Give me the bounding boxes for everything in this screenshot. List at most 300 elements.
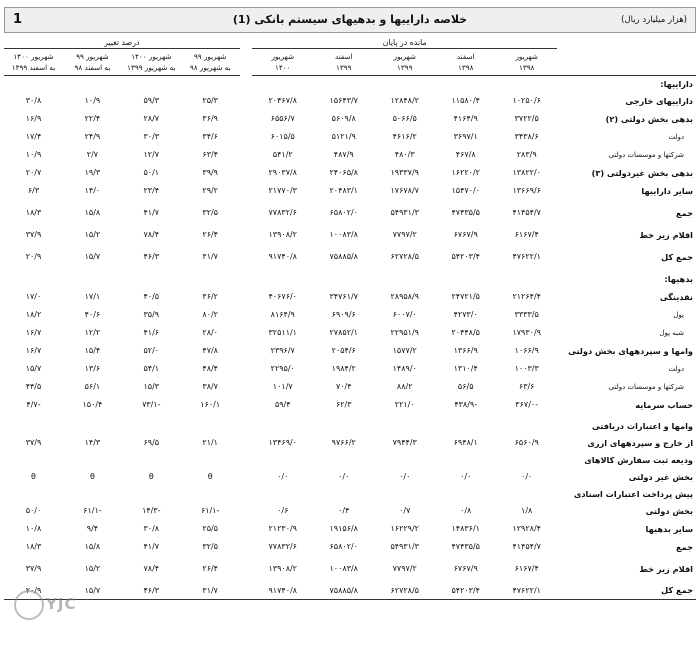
table-cell: θ	[89, 472, 95, 481]
table-cell: ۲۰۴۴۸/۵	[451, 328, 480, 337]
row-label: بدهی بخش غیردولتی (۳)	[591, 167, 693, 178]
table-cell: ۲۲۹۵۱/۹	[390, 328, 419, 337]
column-header-line2: به اسفند ۹۸	[74, 63, 111, 72]
column-header-line2: ۱۳۹۸	[457, 63, 474, 72]
table-cell	[252, 486, 313, 502]
table-cell: ۴۶۱۶/۲	[392, 132, 417, 141]
table-cell: ۶۵۶۰/۹	[514, 438, 539, 447]
table-cell: ۵۶/۵	[457, 382, 474, 391]
table-cell: -۷۳/۱	[142, 400, 161, 409]
table-cell: ۷۷۸۳۲/۶	[268, 542, 297, 551]
gap-cell	[240, 110, 253, 128]
table-cell: ۶۵۸۰۲/۰	[329, 542, 358, 551]
column-header-line1: شهریور ۹۹	[193, 52, 227, 61]
table-cell: ۴۰/۶	[84, 310, 101, 319]
table-cell: ۴۴/۵	[25, 382, 42, 391]
table-cell: ۰/۰	[277, 472, 289, 481]
table-cell: ۳۱/۷	[181, 582, 240, 600]
gap-cell	[240, 342, 253, 360]
gap-cell	[240, 486, 253, 502]
gap-cell	[240, 92, 253, 110]
table-cell	[374, 418, 435, 434]
table-cell: ۳۱/۷	[202, 252, 218, 261]
table-cell: ۴۱/۷	[143, 542, 160, 551]
table-cell: ۰/۴	[338, 506, 350, 515]
table-cell	[63, 76, 122, 92]
row-label: پول	[673, 310, 684, 319]
table-cell	[181, 418, 240, 434]
table-cell: ۷۷۹۷/۲	[392, 230, 417, 239]
column-header	[374, 49, 435, 76]
gap-cell	[240, 502, 253, 520]
table-row	[4, 582, 696, 600]
table-cell: ۱۰۱/۷	[272, 382, 293, 391]
table-cell: ۵۴۹۳۱/۳	[390, 208, 419, 217]
table-cell: ۱۰۰۸۳/۸	[329, 564, 358, 573]
table-cell	[313, 270, 374, 288]
table-cell	[496, 418, 557, 434]
table-cell: ۴۱/۶	[143, 328, 160, 337]
table-row	[4, 324, 696, 342]
table-cell: ۶۵۸۰۲/۰	[329, 208, 358, 217]
table-cell: ۱۹۸۴/۲	[331, 364, 356, 373]
table-cell: ۷۵۸۸۵/۸	[313, 582, 374, 600]
table-cell: ۱۱۵۸۰/۴	[451, 96, 480, 105]
spacer-cell	[252, 600, 313, 605]
table-row	[4, 538, 696, 556]
table-cell: ۲۸/۰	[202, 328, 218, 337]
title-bar	[4, 7, 696, 33]
table-cell: ۱۳۱۰/۴	[453, 364, 478, 373]
table-cell: ۱۶۲۲۹/۲	[390, 524, 419, 533]
table-cell: ۵۶۰۹/۸	[331, 114, 356, 123]
table-cell: ۰/۸	[460, 506, 472, 515]
table-cell: ۳۴۳۸/۶	[514, 132, 539, 141]
table-row	[4, 396, 696, 414]
table-cell: ۸۸/۲	[396, 382, 413, 391]
gap-cell	[240, 520, 253, 538]
gap-cell	[240, 582, 253, 600]
column-header-line2: به اسفند ۱۳۹۹	[11, 63, 56, 72]
table-cell: ۱۹/۳	[84, 168, 101, 177]
table-cell: ۱۹۱۵۶/۸	[329, 524, 358, 533]
table-cell: ۲۱۷۷۰/۳	[268, 186, 297, 195]
spacer-cell	[374, 600, 435, 605]
table-cell: -۴۳۸/۹	[454, 400, 478, 409]
table-cell: ۱۶/۷	[25, 346, 42, 355]
table-cell: ۱۴/۰	[84, 186, 101, 195]
column-header-line1: اسفند	[456, 52, 475, 61]
column-header-line1: شهریور ۱۴۰۰	[13, 52, 54, 61]
table-cell: ۰/۰	[399, 472, 411, 481]
spacer-row	[4, 600, 696, 605]
table-cell	[252, 76, 313, 92]
table-cell	[313, 76, 374, 92]
table-cell: ۷۷۸۳۲/۶	[268, 208, 297, 217]
table-cell: ۵۲/۰	[143, 346, 160, 355]
table-cell: ۶۲۷۲۸/۵	[390, 252, 419, 261]
table-cell: ۳۳۳۳/۵	[514, 310, 539, 319]
table-row	[4, 76, 696, 92]
table-cell	[122, 486, 181, 502]
table-cell: ۶۵۵۶/۷	[270, 114, 295, 123]
table-cell: ۳۷/۹	[25, 230, 42, 239]
table-cell: ۹/۴	[86, 524, 99, 533]
table-cell: -۶۱/۱	[83, 506, 102, 515]
table-cell: ۲/۷	[86, 150, 99, 159]
table-cell: ۱۷۹۳۰/۹	[512, 328, 541, 337]
table-cell: ۲۰/۹	[4, 582, 63, 600]
gap-cell	[240, 128, 253, 146]
table-cell: ۱۸/۳	[25, 208, 42, 217]
spacer-cell	[313, 600, 374, 605]
table-row	[4, 418, 696, 434]
table-row	[4, 248, 696, 266]
table-cell	[4, 270, 63, 288]
table-cell: ۱۲۹۲۸/۴	[512, 524, 541, 533]
table-cell: ۴۱۶۴/۹	[453, 114, 478, 123]
table-cell: ۲۶/۴	[202, 564, 218, 573]
table-cell	[122, 76, 181, 92]
table-cell	[252, 418, 313, 434]
table-cell: ۷۷۹۷/۲	[392, 564, 417, 573]
table-cell: ۲۶/۴	[202, 230, 218, 239]
row-label: از خارج و سپردههای ارزی	[587, 437, 693, 448]
table-cell	[4, 486, 63, 502]
table-cell: ۰/۷	[399, 506, 411, 515]
table-cell: ۱۴/۳	[84, 438, 101, 447]
row-label: سایر داراییها	[641, 185, 693, 196]
table-cell	[122, 418, 181, 434]
table-cell	[374, 76, 435, 92]
row-label: دولت	[668, 132, 684, 141]
table-cell	[122, 270, 181, 288]
table-cell: ۶۷۶۷/۹	[453, 230, 478, 239]
table-cell: ۰/۰	[338, 472, 350, 481]
table-row	[4, 92, 696, 110]
column-header	[252, 49, 313, 76]
gap-cell	[240, 288, 253, 306]
table-cell: ۰/۶	[277, 506, 289, 515]
table-cell: ۶۱۶۷/۴	[514, 230, 539, 239]
row-label: جمع کل	[661, 251, 693, 262]
table-cell: ۱۳۶۶/۹	[453, 346, 478, 355]
table-cell: ۲۹۰۳۷/۸	[268, 168, 297, 177]
table-cell: ۱۰/۹	[84, 96, 101, 105]
row-label: شبه پول	[659, 328, 684, 337]
table-cell: ۳۴/۶	[202, 132, 218, 141]
table-cell: ۱۲/۲	[84, 328, 101, 337]
table-cell: ۱۳/۶	[84, 364, 101, 373]
table-cell	[435, 486, 496, 502]
table-cell: ۴۱/۷	[143, 208, 160, 217]
table-cell: ۲۵/۵	[202, 524, 218, 533]
row-label: اقلام زیر خط	[639, 563, 693, 574]
table-cell	[181, 76, 240, 92]
gap-cell	[240, 452, 253, 468]
row-label: نقدینگی	[659, 291, 693, 302]
column-header-line1: شهریور ۹۹	[76, 52, 109, 61]
table-cell: ۱۶/۹	[25, 114, 42, 123]
table-cell: ۳۲/۵	[202, 542, 218, 551]
table-cell: ۲۲/۴	[84, 114, 101, 123]
table-cell: ۲۸۳/۹	[516, 150, 537, 159]
table-cell: ۴۸۷/۹	[333, 150, 354, 159]
table-cell: ۴۰/۵	[143, 292, 160, 301]
table-cell: ۳۸/۷	[202, 382, 218, 391]
table-cell: ۸۱۶۴/۹	[270, 310, 295, 319]
table-cell	[63, 418, 122, 434]
table-row	[4, 110, 696, 128]
spacer-cell	[496, 600, 557, 605]
table-cell: ۱۳۸۲۲/۰	[512, 168, 541, 177]
table-cell	[374, 486, 435, 502]
table-cell: ۲۸۹۵۸/۹	[390, 292, 419, 301]
column-header-line2: به شهریور ۹۸	[189, 63, 231, 72]
column-header	[63, 49, 122, 76]
table-cell: ۴۱۴۵۴/۷	[512, 208, 541, 217]
table-cell: -۶۱/۱	[200, 506, 220, 515]
table-cell: ۴۷۶۲۲/۱	[496, 582, 557, 600]
gap-cell	[240, 76, 253, 92]
table-cell: ۲۹/۲	[202, 186, 218, 195]
table-cell: ۱۵/۲	[84, 230, 101, 239]
table-cell: ۵۹/۳	[143, 96, 160, 105]
table-cell	[252, 270, 313, 288]
table-row	[4, 560, 696, 578]
page-number: 1	[13, 12, 23, 27]
table-cell: ۴۶۷/۸	[455, 150, 476, 159]
table-row	[4, 182, 696, 200]
table-cell: θ	[31, 472, 36, 481]
table-cell	[181, 486, 240, 502]
table-row	[4, 520, 696, 538]
gap-cell	[240, 396, 253, 414]
gap-cell	[240, 270, 253, 288]
row-label: جمع کل	[557, 582, 696, 600]
gap-cell	[240, 248, 253, 266]
gap-cell	[240, 306, 253, 324]
table-cell: ۲۷۸۵۲/۱	[329, 328, 358, 337]
table-cell: ۴۲۷۳/۰	[453, 310, 478, 319]
table-cell: ۲۲۹۵/۰	[270, 364, 295, 373]
column-header-line1: شهریور	[515, 52, 538, 61]
table-cell: ۱۵/۳	[143, 382, 160, 391]
yjc-logo-icon	[14, 590, 44, 620]
column-header-line2: به شهریور ۱۳۹۹	[127, 63, 176, 72]
table-cell	[4, 76, 63, 92]
table-cell: ۹۱۷۴۰/۸	[268, 252, 297, 261]
unit-note: (هزار میلیارد ریال)	[621, 15, 687, 25]
table-cell: ۲۲۱/۰	[394, 400, 415, 409]
table-row	[4, 270, 696, 288]
table-cell: ۱۳۹۰۸/۲	[268, 230, 297, 239]
row-label: بخش دولتی	[645, 505, 693, 516]
column-header-line2: ۱۳۹۹	[336, 63, 352, 72]
table-cell: θ	[148, 472, 154, 481]
table-cell: ۱/۸	[521, 506, 533, 515]
table-cell: ۷۵۸۸۵/۸	[329, 252, 358, 261]
table-cell: ۱۴۸۳۶/۱	[451, 524, 480, 533]
header-group-mandeh: مانده در پایان	[252, 37, 557, 49]
table-cell: -۴/۷	[26, 400, 41, 409]
table-cell: ۱۰۰۳/۳	[514, 364, 539, 373]
table-cell: ۰/۰	[460, 472, 472, 481]
gap-cell	[240, 182, 253, 200]
table-cell: ۱۵/۴	[84, 346, 101, 355]
spacer-cell	[557, 600, 696, 605]
table-cell	[374, 452, 435, 468]
table-cell: ۲۰۴۸۳/۱	[329, 186, 358, 195]
table-cell: ۲۵/۳	[202, 96, 218, 105]
gap-cell	[240, 324, 253, 342]
table-cell: ۲۴۷۲۱/۵	[451, 292, 480, 301]
table-cell: ۶۷۶۷/۹	[453, 564, 478, 573]
table-cell: ۱۵/۸	[84, 208, 101, 217]
table-cell: ۴۸۰/۳	[394, 150, 415, 159]
gap-cell	[240, 434, 253, 452]
table-cell	[496, 76, 557, 92]
table-cell	[63, 452, 122, 468]
table-cell: ۱۵/۷	[25, 364, 42, 373]
table-cell: ۵۴۹۳۱/۳	[390, 542, 419, 551]
table-cell: ۲۰۵۴/۶	[331, 346, 356, 355]
table-cell: ۴۶/۳	[122, 582, 181, 600]
table-cell: ۱۳۴۶۹/۰	[268, 438, 297, 447]
table-cell: ۹۷۶۶/۲	[331, 438, 356, 447]
row-label: دولت	[668, 364, 684, 373]
table-cell: ۳۵/۹	[143, 310, 160, 319]
gap-cell	[240, 560, 253, 578]
header-columns-row	[4, 49, 696, 76]
column-header	[122, 49, 181, 76]
table-cell: ۱۲/۷	[143, 150, 160, 159]
column-header	[313, 49, 374, 76]
table-cell: ۲۰/۷	[25, 168, 42, 177]
table-cell	[313, 418, 374, 434]
gap-cell	[240, 538, 253, 556]
table-cell: ۱۷۶۷۸/۷	[390, 186, 419, 195]
header-label-cell	[557, 49, 696, 76]
table-cell: ۵۶/۱	[84, 382, 101, 391]
row-label: حساب سرمایه	[635, 399, 693, 410]
table-cell: ۱۵۴۷۰/۰	[451, 186, 480, 195]
table-cell: ۸۰/۲	[202, 310, 218, 319]
gap-cell	[240, 418, 253, 434]
gap-cell	[240, 226, 253, 244]
table-cell: ۲۳۹۶/۷	[270, 346, 295, 355]
table-cell: ۵۹/۴	[274, 400, 291, 409]
table-row	[4, 378, 696, 396]
table-cell: ۰/۰	[521, 472, 533, 481]
table-cell	[496, 452, 557, 468]
table-cell: ۱۵۷۷/۲	[392, 346, 417, 355]
row-label: شرکتها و موسسات دولتی	[608, 150, 684, 159]
table-cell: ۶۰۰۷/۰	[392, 310, 417, 319]
table-cell	[313, 452, 374, 468]
column-header-line1: شهریور	[393, 52, 416, 61]
table-cell: ۱۵/۷	[84, 252, 101, 261]
table-cell: ۶۳/۶	[518, 382, 535, 391]
row-label: وامها و سپردههای بخش دولتی	[568, 345, 693, 356]
table-cell	[122, 452, 181, 468]
table-cell: ۵۰/۱	[143, 168, 160, 177]
table-cell: ۱۸/۲	[25, 310, 42, 319]
table-cell	[435, 452, 496, 468]
watermark-text: YJC	[46, 595, 77, 613]
table-cell: ۱۳۹۰۸/۲	[268, 564, 297, 573]
table-cell	[435, 270, 496, 288]
table-cell: ۳۶۹۷/۱	[453, 132, 478, 141]
table-cell	[435, 76, 496, 92]
table-cell: ۷۰/۴	[335, 382, 352, 391]
table-row	[4, 468, 696, 486]
table-row	[4, 360, 696, 378]
row-label: اقلام زیر خط	[639, 229, 693, 240]
spacer-cell	[122, 600, 181, 605]
table-cell: ۵۴/۱	[143, 364, 160, 373]
table-cell: ۱۷/۴	[25, 132, 42, 141]
table-cell	[374, 270, 435, 288]
header-group-taghir: درصد تغییر	[4, 37, 240, 49]
table-cell: ۳۲۵۱۱/۱	[268, 328, 297, 337]
gap-cell	[240, 146, 253, 164]
table-cell: ۶۹۴۸/۱	[453, 438, 478, 447]
table-cell: ۱۵/۷	[63, 582, 122, 600]
row-label: داراییهای خارجی	[625, 95, 693, 106]
table-cell: ۱۴۸۹/۰	[392, 364, 417, 373]
table-cell	[252, 452, 313, 468]
gap-cell	[240, 164, 253, 182]
table-cell	[181, 452, 240, 468]
table-cell: ۷۹۴۴/۳	[392, 438, 417, 447]
table-cell: ۳۶/۹	[202, 114, 218, 123]
table-cell	[496, 270, 557, 288]
table-cell: ۶۰۱۵/۵	[270, 132, 295, 141]
table-cell: ۳۷/۹	[25, 438, 42, 447]
table-cell: ۱۶۲۲۰/۲	[451, 168, 480, 177]
spacer-cell	[181, 600, 240, 605]
table-row	[4, 486, 696, 502]
table-cell: ۵۰/۰	[25, 506, 42, 515]
table-row	[4, 452, 696, 468]
table-cell	[63, 270, 122, 288]
table-cell: ۲۰/۹	[25, 252, 42, 261]
column-header	[4, 49, 63, 76]
table-cell: ۴۱۴۵۴/۷	[512, 542, 541, 551]
table-cell: ۲۸/۷	[143, 114, 160, 123]
table-cell: ۱۰۶۶/۹	[514, 346, 539, 355]
row-label: پیش پرداخت اعتبارات اسنادی	[573, 488, 693, 499]
table-cell	[435, 418, 496, 434]
table-cell: ۱۶۰/۱	[200, 400, 221, 409]
table-cell: ۶/۳	[27, 186, 40, 195]
table-cell: ۱۵۶۴۳/۷	[329, 96, 358, 105]
table-cell: ۵۴۱/۲	[272, 150, 293, 159]
table-row	[4, 288, 696, 306]
table-cell: ۳۹/۹	[202, 168, 218, 177]
table-cell: ۱۰۲۵۰/۶	[512, 96, 541, 105]
table-cell: ۲۱۲۶۴/۴	[512, 292, 541, 301]
column-header-line1: شهریور ۱۴۰۰	[131, 52, 172, 61]
table-row	[4, 306, 696, 324]
column-header	[435, 49, 496, 76]
gap-cell	[240, 468, 253, 486]
table-row	[4, 128, 696, 146]
gap-cell	[240, 360, 253, 378]
row-label: ودیعه ثبت سفارش کالاهای	[584, 454, 693, 465]
header-gap-cell	[240, 49, 253, 76]
